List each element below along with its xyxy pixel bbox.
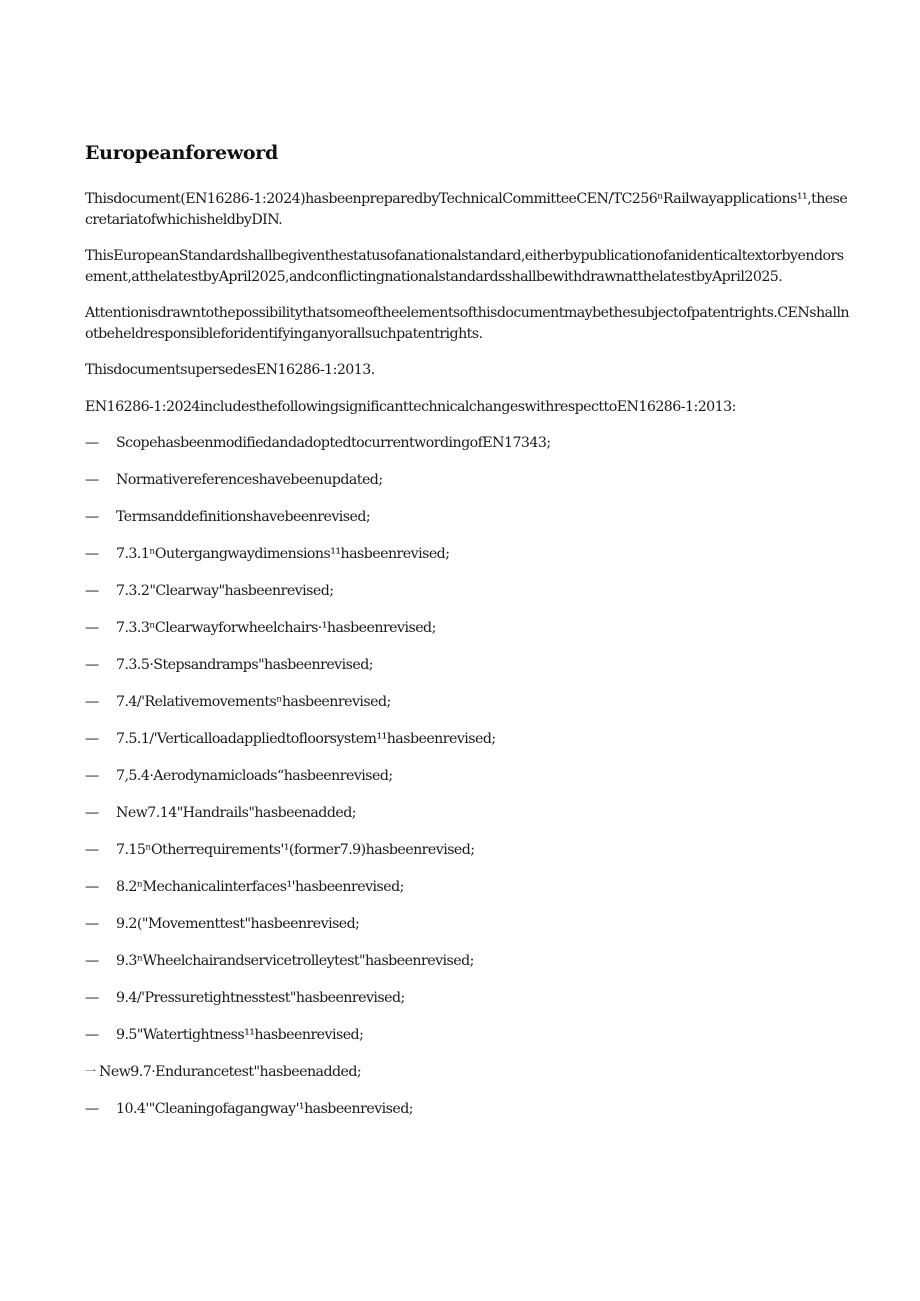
bullet-dash: —: [85, 546, 99, 562]
list-item-text: 9.2("Movementtest"hasbeenrevised;: [116, 916, 360, 932]
bullet-dash: —: [85, 768, 99, 784]
status-paragraph: ThisEuropeanStandardshallbegiventhestatusofanationalstandard,eitherbypublicationofanidenticaltextorbyendorsement,atthelatestbyApril2025,andconflictingnationalstandardsshallbewithdrawnatthelatestbyApril2025.: [85, 248, 844, 285]
list-item: [85, 803, 850, 824]
list-item-text: Normativereferenceshavebeenupdated;: [116, 472, 383, 488]
list-item: [85, 1062, 850, 1083]
bullet-dash: —: [85, 916, 99, 932]
list-item: [85, 988, 850, 1009]
bullet-dash: —: [85, 509, 99, 525]
bullet-dash: 一: [85, 1065, 96, 1078]
section-heading: Europeanforeword: [85, 142, 278, 164]
intro-paragraph: Thisdocument(EN16286-1:2024)hasbeenpreparedbyTechnicalCommitteeCEN/TC256ⁿRailwayapplications¹¹,thesecretariatofwhichisheldbyDIN.: [85, 191, 848, 228]
bullet-dash: —: [85, 990, 99, 1006]
changes-intro-paragraph: EN16286-1:2024includesthefollowingsignificanttechnicalchangeswithrespecttoEN16286-1:2013:: [85, 398, 736, 415]
list-item: [85, 729, 850, 750]
bullet-dash: —: [85, 472, 99, 488]
list-item: [85, 1025, 850, 1046]
list-item-text: 7.3.2"Clearway"hasbeenrevised;: [116, 583, 334, 599]
list-item: [85, 655, 850, 676]
list-item-text: 7.5.1/'Verticalloadappliedtofloorsystem¹¹hasbeenrevised;: [116, 731, 496, 747]
list-item-text: 7.3.1ⁿOutergangwaydimensions¹¹hasbeenrevised;: [116, 546, 450, 562]
list-item-text: Termsanddefinitionshavebeenrevised;: [116, 509, 371, 525]
list-item: [85, 877, 850, 898]
list-item: [85, 914, 850, 935]
list-item: [85, 766, 850, 787]
list-item-text: 9.3ⁿWheelchairandservicetrolleytest"hasbeenrevised;: [116, 953, 474, 969]
bullet-dash: —: [85, 657, 99, 673]
changes-list: [85, 433, 850, 1120]
bullet-dash: —: [85, 620, 99, 636]
list-item-text: 7,5.4·Aerodynamicloads“hasbeenrevised;: [116, 768, 393, 784]
supersedes-paragraph: ThisdocumentsupersedesEN16286-1:2013.: [85, 362, 375, 378]
bullet-dash: —: [85, 694, 99, 710]
bullet-dash: —: [85, 583, 99, 599]
bullet-dash: —: [85, 1101, 99, 1117]
document-page: [85, 142, 850, 1136]
list-item: [85, 470, 850, 491]
list-item: [85, 618, 850, 639]
list-item-text: 9.4/'Pressuretightnesstest"hasbeenrevised;: [116, 990, 405, 1006]
list-item-text: New7.14"Handrails"hasbeenadded;: [116, 805, 356, 821]
bullet-dash: —: [85, 953, 99, 969]
list-item-text: ScopehasbeenmodifiedandadoptedtocurrentwordingofEN17343;: [116, 435, 551, 451]
list-item: [85, 1099, 850, 1120]
bullet-dash: —: [85, 879, 99, 895]
list-item-text: 7.3.5·Stepsandramps"hasbeenrevised;: [116, 657, 373, 673]
list-item: [85, 433, 850, 454]
list-item-text: 10.4'"Cleaningofagangway'¹hasbeenrevised;: [116, 1101, 413, 1117]
list-item-text: 7.15ⁿOtherrequirements'¹(former7.9)hasbeenrevised;: [116, 842, 475, 858]
list-item-text: 7.3.3ⁿClearwayforwheelchairs·¹hasbeenrevised;: [116, 620, 436, 636]
bullet-dash: —: [85, 435, 99, 451]
list-item: [85, 951, 850, 972]
list-item: [85, 544, 850, 565]
bullet-dash: —: [85, 842, 99, 858]
list-item: [85, 840, 850, 861]
list-item-text: New9.7·Endurancetest"hasbeenadded;: [99, 1064, 362, 1080]
patent-paragraph: Attentionisdrawntothepossibilitythatsomeoftheelementsofthisdocumentmaybethesubjectofpatentrights.CENshallnotbeheldresponsibleforidentifyinganyorallsuchpatentrights.: [85, 305, 850, 342]
bullet-dash: —: [85, 805, 99, 821]
bullet-dash: —: [85, 1027, 99, 1043]
list-item: [85, 581, 850, 602]
list-item: [85, 507, 850, 528]
list-item-text: 8.2ⁿMechanicalinterfaces¹'hasbeenrevised;: [116, 879, 404, 895]
list-item-text: 9.5"Watertightness¹¹hasbeenrevised;: [116, 1027, 364, 1043]
list-item: [85, 692, 850, 713]
bullet-dash: —: [85, 731, 99, 747]
list-item-text: 7.4/'Relativemovementsⁿhasbeenrevised;: [116, 694, 391, 710]
